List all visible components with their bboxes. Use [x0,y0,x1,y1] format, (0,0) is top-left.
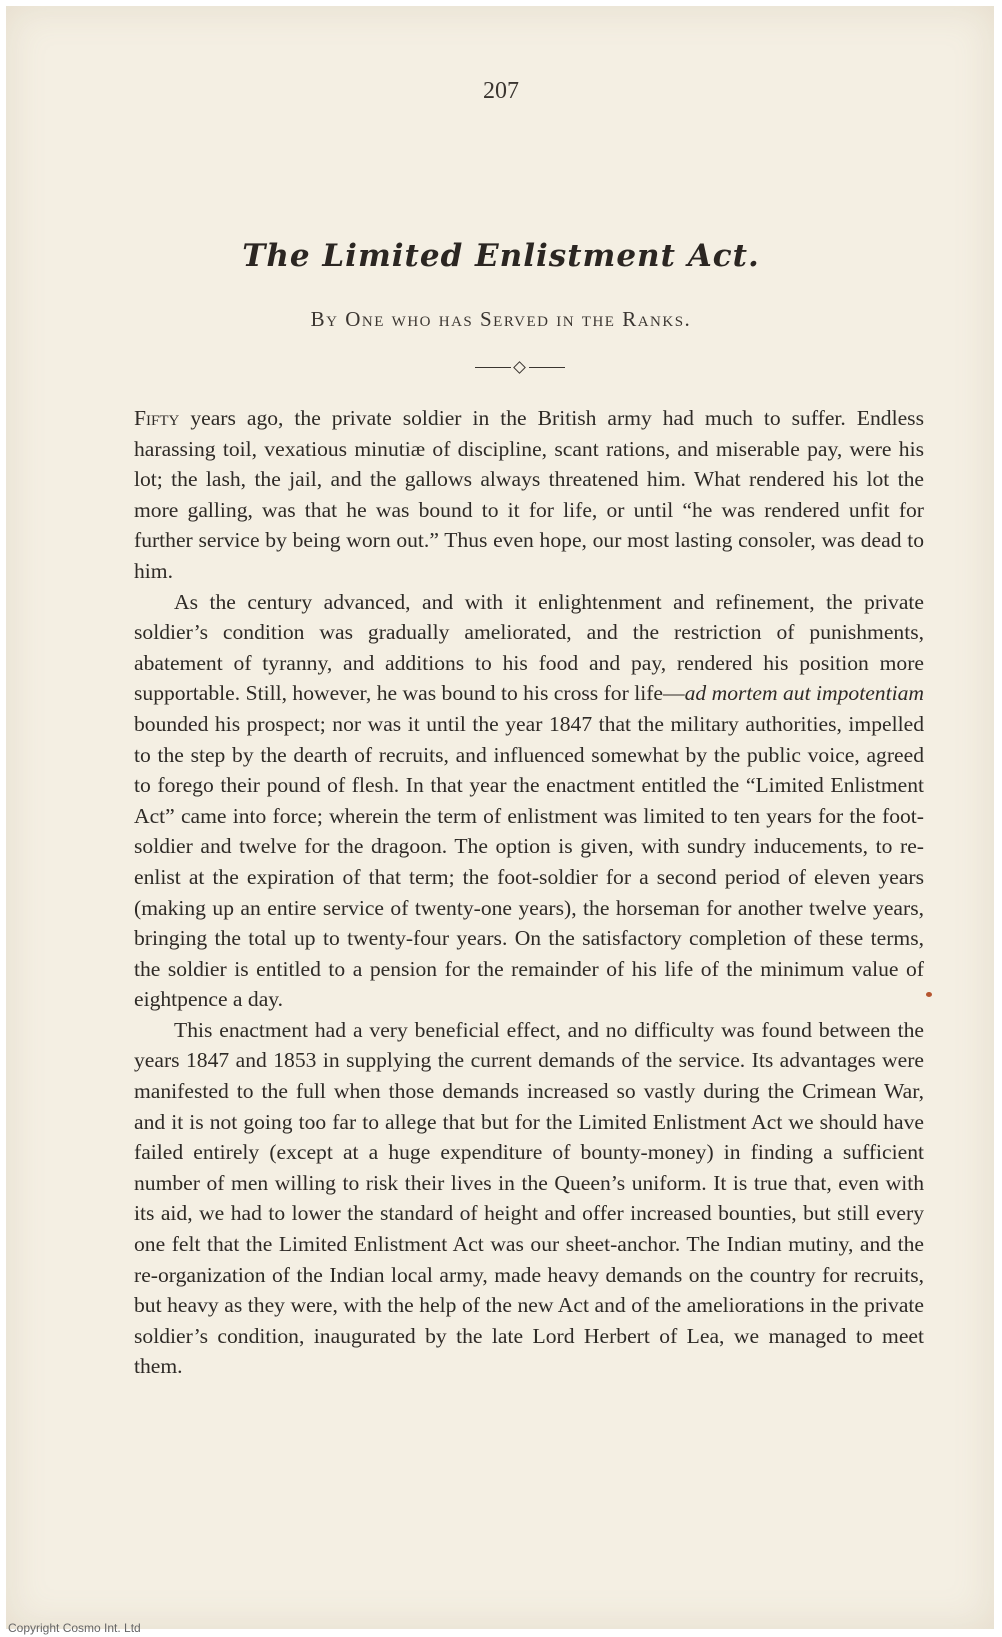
paragraph-3 [134,1015,924,1382]
article-title: The Limited Enlistment Act. [242,238,760,274]
ornament-rule-right [529,367,565,368]
paragraph-2-text-before: As the century advanced, and with it enlightenment and refinement, the private soldier’s condition was gradually ameliorated, and the restriction of punishments, abatement of tyranny, and additions to his food and pay, rendered his position more supportable. Still, however, he was bound to his cross for life— [134,589,924,706]
paragraph-3-text: This enactment had a very beneficial effect, and no difficulty was found between the years 1847 and 1853 in supplying the current demands of the service. Its advantages were manifested to the full when those demands increased so vastly during the Crimean War, and it is not going too far to allege that but for the Limited Enlistment Act we should have failed entirely (except at a huge expenditure of bounty-money) in finding a sufficient number of men willing to risk their lives in the Queen’s uniform. It is true that, even with its aid, we had to lower the standard of height and offer increased bounties, but still every one felt that the Limited Enlistment Act was our sheet-anchor. The Indian mutiny, and the re-organization of the Indian local army, made heavy demands on the country for recruits, but heavy as they were, with the help of the new Act and of the ameliorations in the private soldier’s condition, inaugurated by the late Lord Herbert of Lea, we managed to meet them. [134,1017,924,1379]
paragraph-2-latin-phrase: ad mortem aut impotentiam [684,681,924,706]
paragraph-1 [134,403,924,587]
ornament-rule-left [475,367,511,368]
paragraph-2-text-after: bounded his prospect; nor was it until the year 1847 that the military authorities, impelled to the step by the dearth of recruits, and influenced somewhat by the public voice, agreed to forego their pound of flesh. In that year the enactment entitled the “Limited Enlistment Act” came into force; wherein the term of enlistment was limited to ten years for the foot-soldier and twelve for the dragoon. The option is given, with sundry inducements, to re-enlist at the expiration of that term; the foot-soldier for a second period of eleven years (making up an entire service of twenty-one years), the horseman for another twelve years, bringing the total up to twenty-four years. On the satisfactory completion of these terms, the soldier is entitled to a pension for the remainder of his life of the minimum value of eightpence a day. [134,711,924,1012]
copyright-notice: Copyright Cosmo Int. Ltd [8,1621,141,1635]
paragraph-1-text: years ago, the private soldier in the British army had much to suffer. Endless harassing toil, vexatious minutiæ of discipline, scant rations, and miserable pay, were his lot; the lash, the jail, and the gallows always threatened him. What rendered his lot the more galling, was that he was bound to it for life, or until “he was rendered unfit for further service by being worn out.” Thus even hope, our most lasting consoler, was dead to him. [134,406,924,583]
ornament-diamond [513,361,526,374]
article-byline: By One who has Served in the Ranks. [310,307,692,331]
paragraph-2 [134,587,924,1015]
article-body [134,403,924,1382]
paper-stain [926,992,932,997]
title-ornament [475,361,565,373]
paragraph-1-lead-word: Fifty [134,406,180,430]
page-number: 207 [483,78,519,104]
